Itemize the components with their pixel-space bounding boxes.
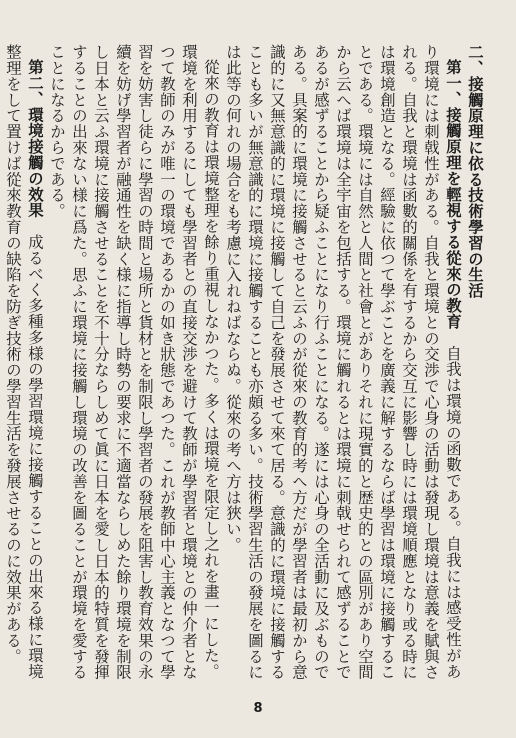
paragraph-3-text: 成るべく多種多様の學習環境に接觸することの出來る様に環境整理をして置けば從來教育の缺陷を防ぎ技術の學習生活を發展させるのに效果がある。: [4, 44, 44, 680]
page-number: 8: [253, 701, 263, 716]
paragraph-2: 從來の教育は環境整理を餘り重視しなかつた。多くは環境を限定し之れを畫一にした。環境を利用するにしても學習者との直接交渉を避けて教師が學習者と環境との仲介者となつて教師のみが唯一の環境であるかの如き狀態であつた。これが教師中心主義となつて學習を妨害し徒らに學習の時間と場所と貨材とを制限し學習者の發展を阻害し教育效果の永續を妨げ學習者が融通性を缺く様に指導し時勢の要求に不適當ならしめた餘り環境を制限し日本と云ふ環境に接觸させることを不十分ならしめて眞に日本を愛し日本的特質を發揮することの出來ない様に爲た。思ふに環境に接觸し環境の改善を圖ることが環境を愛することになるからである。: [48, 44, 220, 680]
vertical-text-body: [4, 44, 486, 684]
paragraph-3: [0, 44, 46, 684]
paragraph-1: [222, 44, 464, 684]
paragraph-1-text: 自我は環境の函數である。自我には感受性があり環境には刺戟性がある。自我と環境との交渉で心身の活動は發現し環境は意義を賦與される。自我と環境は函數的關係を有するから交互に影響し時には環境順應となり或る時には環境創造となる。經驗に依つて學ぶことを廣義に解するならば學習は環境に接觸することである。環境には自然と人間と社會とがありそれに現實的と歴史的との區別があり空間から云へば環境は全宇宙を包括する。環境に觸れるとは環境に刺戟せられて感ずることであるが感ずることから疑ふことになり行ふことになる。遂には心身の全活動に及ぶものである。具案的に環境に接觸させると云ふのが從來の教育的考へ方だが學習者は最初から意識的に又無意識的に環境に接觸して自己を發展させて來て居る。意識的に環境に接觸することも多いが無意識的に環境に接觸することも亦頗る多い。技術學習生活の發展を圖るには此等の何れの場合をも考慮に入れねばならぬ。從來の考へ方は狹い。: [224, 44, 462, 680]
subheading-1: 第一、接觸原理を輕視する從來の教育: [444, 59, 462, 330]
subheading-2: 第二、環境接觸の效果: [26, 59, 44, 219]
section-heading: 二、接觸原理に依る技術學習の生活: [466, 44, 484, 299]
